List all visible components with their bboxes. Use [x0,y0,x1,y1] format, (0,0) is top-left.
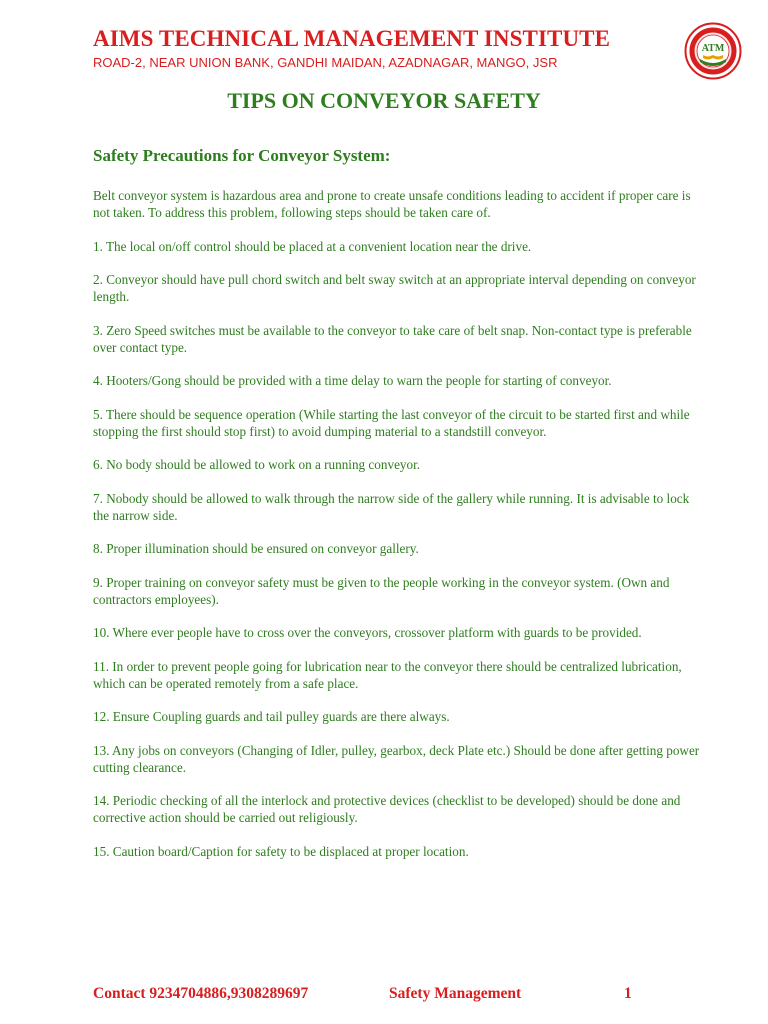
tip-item: 2. Conveyor should have pull chord switch and belt sway switch at an appropriate interval depending on conveyor length. [93,272,696,304]
tip-item: 14. Periodic checking of all the interlock and protective devices (checklist to be developed) should be done and corrective action should be carried out religiously. [93,793,681,825]
tip-item: 4. Hooters/Gong should be provided with a time delay to warn the people for starting of conveyor. [93,373,612,388]
tip-item: 12. Ensure Coupling guards and tail pulley guards are there always. [93,709,450,724]
institute-name: AIMS TECHNICAL MANAGEMENT INSTITUTE [93,26,611,51]
tip-item: 6. No body should be allowed to work on a running conveyor. [93,457,421,472]
tip-item: 8. Proper illumination should be ensured on conveyor gallery. [93,541,419,556]
tip-item: 13. Any jobs on conveyors (Changing of Idler, pulley, gearbox, deck Plate etc.) Should be done after getting power cutting clearance. [93,742,700,775]
tip-item: 7. Nobody should be allowed to walk through the narrow side of the gallery while running. It is advisable to lock the narrow side. [93,490,690,523]
document-body [93,187,708,876]
tip-item: 1. The local on/off control should be placed at a convenient location near the drive. [93,238,532,254]
page-footer [0,985,768,1007]
tip-item: 3. Zero Speed switches must be available to the conveyor to take care of belt snap. Non-contact type is preferable over contact type. [93,322,692,355]
page-number: 1 [624,985,632,1002]
institute-logo [684,22,742,80]
tip-item: 15. Caution board/Caption for safety to be displaced at proper location. [93,843,469,859]
institute-address: ROAD-2, NEAR UNION BANK, GANDHI MAIDAN, AZADNAGAR, MANGO, JSR [93,55,558,70]
section-title: Safety Precautions for Conveyor System: [93,146,391,165]
logo-text: ATM [701,43,725,54]
footer-label: Safety Management [389,985,522,1002]
footer-contact: Contact 9234704886,9308289697 [93,985,309,1002]
tip-item: 11. In order to prevent people going for lubrication near to the conveyor there should be centralized lubrication, which can be operated remotely from a safe place. [93,658,682,691]
page-title: TIPS ON CONVEYOR SAFETY [227,88,541,113]
intro-paragraph: Belt conveyor system is hazardous area and prone to create unsafe conditions leading to accident if proper care is not taken. To address this problem, following steps should be taken care of. [93,188,691,220]
tip-item: 10. Where ever people have to cross over the conveyors, crossover platform with guards to be provided. [93,625,642,640]
tip-item: 9. Proper training on conveyor safety must be given to the people working in the conveyor system. (Own and contractors employees). [93,574,670,607]
tip-item: 5. There should be sequence operation (While starting the last conveyor of the circuit to be started first and while stopping the first should stop first) to avoid dumping material to a standstill conveyor. [93,406,690,439]
